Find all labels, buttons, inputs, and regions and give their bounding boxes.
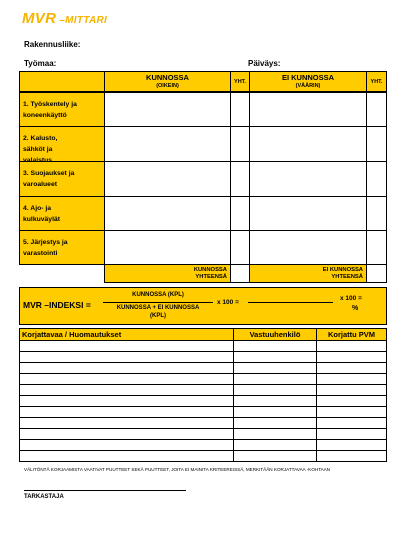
category-text: varoalueet [23,181,58,188]
table-cell[interactable] [234,341,317,352]
col-fixed-date: Korjattu PVM [317,329,387,341]
cell-ok-total[interactable] [230,161,250,197]
table-row [20,396,387,407]
totals-ok-label: KUNNOSSA YHTEENSÄ [104,264,231,283]
cell-ok[interactable] [104,230,231,265]
table-cell[interactable] [317,396,387,407]
table-cell[interactable] [317,418,387,429]
table-cell[interactable] [234,440,317,451]
table-cell[interactable] [317,363,387,374]
category-text: 4. Ajo- ja [23,205,52,212]
category-text: 5. Järjestys ja [23,239,68,246]
cell-ok-total[interactable] [230,92,250,127]
cell-not-ok-total[interactable] [366,126,387,162]
table-row [20,374,387,385]
page-title: MVR –MITTARI [22,10,108,27]
table-cell[interactable] [20,352,234,363]
table-row [20,385,387,396]
category-label [19,92,105,127]
table-cell[interactable] [234,352,317,363]
worksite-label: Työmaa: [24,59,57,68]
table-cell[interactable] [317,440,387,451]
date-label: Päiväys: [248,59,281,68]
cell-ok-total[interactable] [230,196,250,231]
category-text: kulkuväylät [23,216,61,223]
category-text: koneenkäyttö [23,112,67,119]
table-cell[interactable] [234,363,317,374]
table-row [20,418,387,429]
table-cell[interactable] [20,396,234,407]
table-cell[interactable] [20,341,234,352]
table-cell[interactable] [20,407,234,418]
header-not-ok: EI KUNNOSSA (VÄÄRIN) [249,71,367,92]
totals-not-ok-label: EI KUNNOSSA YHTEENSÄ [249,264,367,283]
table-cell[interactable] [234,374,317,385]
header-total-ok: YHT. [230,71,250,92]
table-cell[interactable] [20,418,234,429]
result-line [248,302,333,303]
cell-not-ok-total[interactable] [366,230,387,265]
table-cell[interactable] [317,352,387,363]
formula-numerator: KUNNOSSA (KPL) [132,292,184,298]
corrections-table [19,328,387,462]
category-text: sähköt ja [23,146,53,153]
category-label [19,196,105,231]
table-cell[interactable] [234,429,317,440]
table-row [20,363,387,374]
formula-times: x 100 = [217,299,239,306]
formula-times-2: x 100 = [340,295,362,302]
formula-denominator: KUNNOSSA + EI KUNNOSSA [116,305,200,311]
table-cell[interactable] [20,374,234,385]
cell-ok[interactable] [104,92,231,127]
table-cell[interactable] [317,407,387,418]
table-cell[interactable] [317,385,387,396]
table-cell[interactable] [317,374,387,385]
table-cell[interactable] [234,396,317,407]
table-cell[interactable] [20,429,234,440]
col-responsible: Vastuuhenkilö [234,329,317,341]
cell-ok-total[interactable] [230,126,250,162]
table-cell[interactable] [20,363,234,374]
table-cell[interactable] [234,451,317,462]
cell-not-ok[interactable] [249,161,367,197]
category-text: 2. Kalusto, [23,135,58,142]
cell-ok[interactable] [104,196,231,231]
cell-ok-total[interactable] [230,230,250,265]
cell-not-ok[interactable] [249,126,367,162]
cell-ok[interactable] [104,126,231,162]
company-label: Rakennusliike: [24,40,81,49]
totals-not-ok-value[interactable] [366,264,387,283]
table-cell[interactable] [317,451,387,462]
totals-ok-value[interactable] [230,264,250,283]
category-label [19,230,105,265]
table-cell[interactable] [20,385,234,396]
table-cell[interactable] [234,385,317,396]
table-cell[interactable] [317,429,387,440]
table-row [20,407,387,418]
cell-not-ok-total[interactable] [366,92,387,127]
formula-percent: % [352,305,359,312]
header-ok: KUNNOSSA (OIKEIN) [104,71,231,92]
category-label [19,126,105,162]
table-row [20,451,387,462]
formula-denominator-unit: (KPL) [150,313,166,319]
cell-not-ok[interactable] [249,92,367,127]
cell-ok[interactable] [104,161,231,197]
table-cell[interactable] [20,451,234,462]
table-cell[interactable] [20,440,234,451]
category-text: 3. Suojaukset ja [23,170,75,177]
category-text: 1. Työskentely ja [23,101,77,108]
cell-not-ok[interactable] [249,230,367,265]
table-row [20,429,387,440]
footer-note: VÄLITÖNTÄ KORJAAMISTA VAATIVAT PUUTTEET SEKÄ PUUTTEET, JOITA EI MAINITA KRITEEREISSÄ, MERKITÄÄN KORJATTAVAA -KOHTAAN [24,467,331,472]
table-cell[interactable] [317,341,387,352]
cell-not-ok-total[interactable] [366,196,387,231]
table-cell[interactable] [234,407,317,418]
cell-not-ok[interactable] [249,196,367,231]
category-text: varastointi [23,250,58,257]
category-label [19,161,105,197]
inspector-label: TARKASTAJA [24,494,64,500]
signature-line[interactable] [24,490,186,491]
table-row [20,341,387,352]
table-cell[interactable] [234,418,317,429]
mvr-index-label: MVR –INDEKSI = [23,300,91,310]
header-total-not-ok: YHT. [366,71,387,92]
header-blank [19,71,105,92]
table-row [20,440,387,451]
cell-not-ok-total[interactable] [366,161,387,197]
fraction-line [103,302,213,303]
table-row [20,352,387,363]
col-notes: Korjattavaa / Huomautukset [20,329,234,341]
